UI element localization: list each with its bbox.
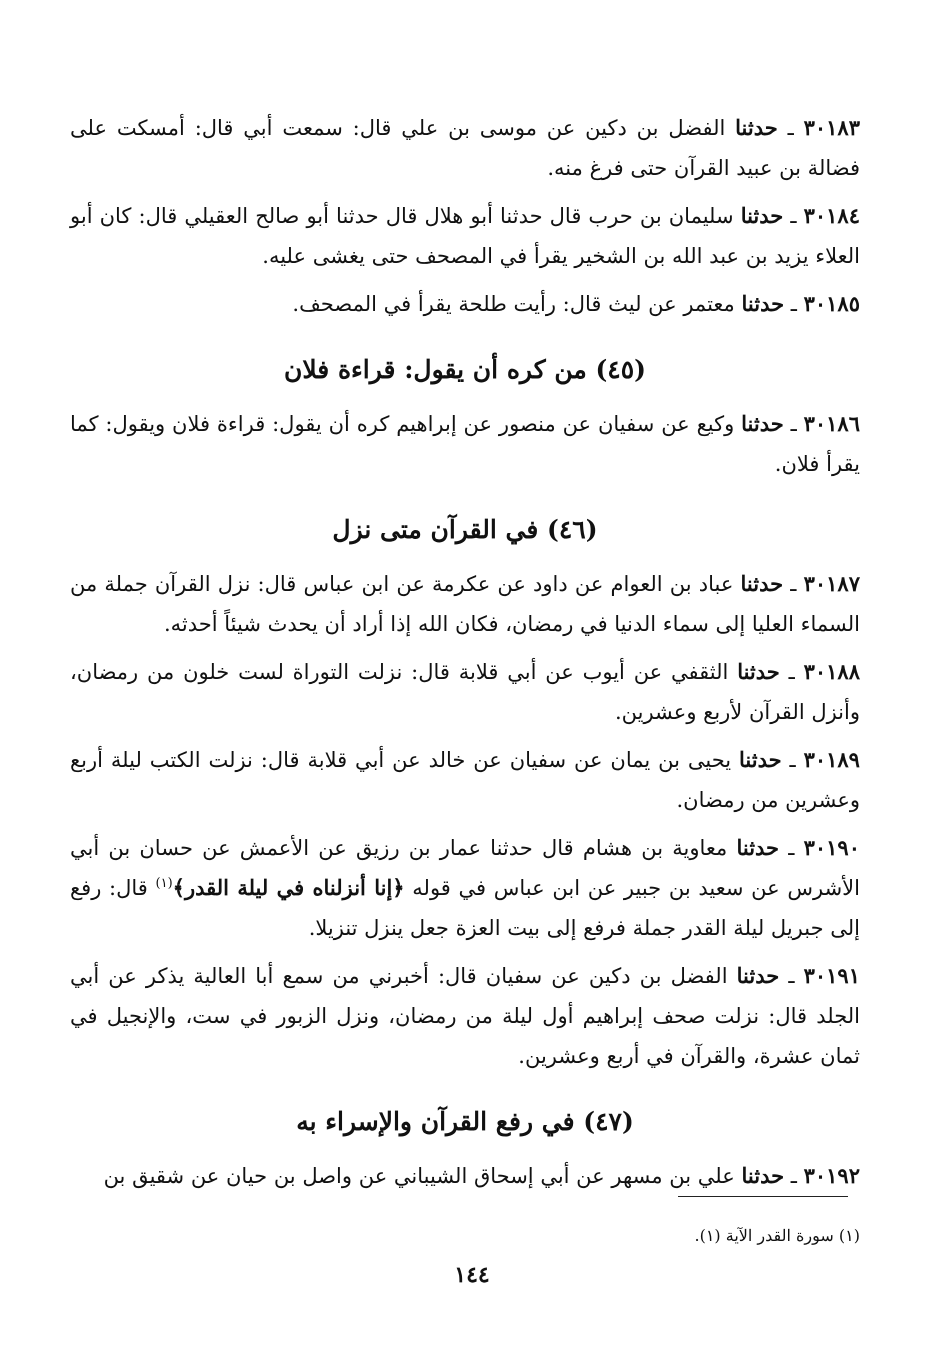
hadith-text: يحيى بن يمان عن سفيان عن خالد عن أبي قلابة قال: نزلت الكتب ليلة أربع وعشرين من رمضان. — [70, 748, 860, 812]
hadith-number: ٣٠١٩٠ — [803, 835, 860, 860]
footnote-divider — [678, 1196, 848, 1197]
hadith-lead-word: حدثنا — [737, 659, 780, 684]
hadith-paragraph: ٣٠١٨٦ ـ حدثنا وكيع عن سفيان عن منصور عن إبراهيم كره أن يقول: قراءة فلان ويقول: كما يقرأ فلان. — [70, 411, 860, 476]
hadith-text: علي بن مسهر عن أبي إسحاق الشيباني عن واصل بن حيان عن شقيق بن — [103, 1164, 735, 1188]
hadith-lead-word: حدثنا — [740, 203, 784, 228]
hadith-text: عباد بن العوام عن داود عن عكرمة عن ابن عباس قال: نزل القرآن جملة من السماء العليا إلى سماء الدنيا في رمضان، فكان الله إذا أراد أن يحدث شيئاً أحدثه. — [70, 572, 860, 636]
hadith-paragraph: ٣٠١٨٣ ـ حدثنا الفضل بن دكين عن موسى بن علي قال: سمعت أبي قال: أمسكت على فضالة بن عبيد القرآن حتى فرغ منه. — [70, 115, 860, 180]
hadith-paragraph: ٣٠١٨٨ ـ حدثنا الثقفي عن أيوب عن أبي قلابة قال: نزلت التوراة لست خلون من رمضان، وأنزل القرآن لأربع وعشرين. — [70, 659, 860, 724]
hadith-lead-word: حدثنا — [740, 571, 784, 596]
hadith-number: ٣٠١٨٣ — [803, 115, 860, 140]
hadith-lead-word: حدثنا — [735, 115, 778, 140]
hadith-text: وكيع عن سفيان عن منصور عن إبراهيم كره أن يقول: قراءة فلان ويقول: كما يقرأ فلان. — [70, 412, 860, 476]
hadith-paragraph: ٣٠١٩٢ ـ حدثنا علي بن مسهر عن أبي إسحاق الشيباني عن واصل بن حيان عن شقيق بن — [103, 1163, 860, 1188]
hadith-number: ٣٠١٨٧ — [803, 571, 860, 596]
hadith-lead-word: حدثنا — [741, 1163, 785, 1188]
hadith-paragraph: ٣٠١٨٩ ـ حدثنا يحيى بن يمان عن سفيان عن خالد عن أبي قلابة قال: نزلت الكتب ليلة أربع وعشرين من رمضان. — [70, 747, 860, 812]
hadith-number: ٣٠١٨٨ — [803, 659, 860, 684]
page-number: ١٤٤ — [454, 1262, 490, 1288]
hadith-paragraph: ٣٠١٩١ ـ حدثنا الفضل بن دكين عن سفيان قال: أخبرني من سمع أبا العالية يذكر عن أبي الجلد قال: نزلت صحف إبراهيم أول ليلة من رمضان، ونزل الزبور في ست، والإنجيل في ثمان عشرة، والقرآن في أربع وعشرين. — [70, 963, 860, 1068]
hadith-paragraph: ٣٠١٩٠ ـ حدثنا معاوية بن هشام قال حدثنا عمار بن رزيق عن الأعمش عن حسان بن أبي الأشرس عن سعيد بن جبير عن ابن عباس في قوله ﴿إنا أنزلناه في ليلة القدر﴾$^{(١)}$ قال: رفع إلى جبريل ليلة القدر جملة فرفع إلى بيت العزة جعل ينزل تنزيلا. — [70, 835, 860, 940]
hadith-number: ٣٠١٨٤ — [803, 203, 860, 228]
hadith-paragraph: ٣٠١٨٧ ـ حدثنا عباد بن العوام عن داود عن عكرمة عن ابن عباس قال: نزل القرآن جملة من السماء العليا إلى سماء الدنيا في رمضان، فكان الله إذا أراد أن يحدث شيئاً أحدثه. — [70, 571, 860, 636]
chapter-heading-45: (٤٥) من كره أن يقول: قراءة فلان — [284, 355, 646, 384]
hadith-lead-word: حدثنا — [741, 291, 785, 316]
hadith-lead-word: حدثنا — [741, 411, 784, 436]
hadith-number: ٣٠١٨٩ — [803, 747, 860, 772]
hadith-lead-word: حدثنا — [736, 835, 780, 860]
footnote-reference: (١) — [155, 876, 173, 891]
chapter-heading-46: (٤٦) في القرآن متى نزل — [332, 515, 598, 544]
hadith-number: ٣٠١٩١ — [803, 963, 860, 988]
hadith-text: الثقفي عن أيوب عن أبي قلابة قال: نزلت التوراة لست خلون من رمضان، وأنزل القرآن لأربع وعشرين. — [70, 660, 860, 724]
quran-verse: ﴿إنا أنزلناه في ليلة القدر﴾ — [172, 875, 405, 900]
hadith-number: ٣٠١٩٢ — [803, 1163, 860, 1188]
hadith-text: قال: رفع إلى جبريل ليلة القدر جملة فرفع إلى بيت العزة جعل ينزل تنزيلا. — [70, 876, 860, 940]
hadith-text: الفضل بن دكين عن موسى بن علي قال: سمعت أبي قال: أمسكت على فضالة بن عبيد القرآن حتى فرغ منه. — [70, 116, 860, 180]
hadith-text: معتمر عن ليث قال: رأيت طلحة يقرأ في المصحف. — [292, 292, 735, 316]
hadith-lead-word: حدثنا — [739, 747, 782, 772]
hadith-lead-word: حدثنا — [736, 963, 780, 988]
hadith-number: ٣٠١٨٦ — [803, 411, 860, 436]
footnote: (١) سورة القدر الآية (١). — [694, 1226, 860, 1245]
hadith-number: ٣٠١٨٥ — [803, 291, 860, 316]
hadith-paragraph: ٣٠١٨٤ ـ حدثنا سليمان بن حرب قال حدثنا أبو هلال قال حدثنا أبو صالح العقيلي قال: كان أبو العلاء يزيد بن عبد الله بن الشخير يقرأ في المصحف حتى يغشى عليه. — [70, 203, 860, 268]
hadith-text: الفضل بن دكين عن سفيان قال: أخبرني من سمع أبا العالية يذكر عن أبي الجلد قال: نزلت صحف إبراهيم أول ليلة من رمضان، ونزل الزبور في ست، والإنجيل في ثمان عشرة، والقرآن في أربع وعشرين. — [70, 964, 860, 1068]
hadith-text: سليمان بن حرب قال حدثنا أبو هلال قال حدثنا أبو صالح العقيلي قال: كان أبو العلاء يزيد بن عبد الله بن الشخير يقرأ في المصحف حتى يغشى عليه. — [70, 204, 860, 268]
hadith-paragraph: ٣٠١٨٥ ـ حدثنا معتمر عن ليث قال: رأيت طلحة يقرأ في المصحف. — [292, 291, 860, 316]
chapter-heading-47: (٤٧) في رفع القرآن والإسراء به — [296, 1107, 634, 1136]
hadith-text: معاوية بن هشام قال حدثنا عمار بن رزيق عن الأعمش عن حسان بن أبي الأشرس عن سعيد بن جبير عن ابن عباس في قوله — [70, 836, 860, 900]
